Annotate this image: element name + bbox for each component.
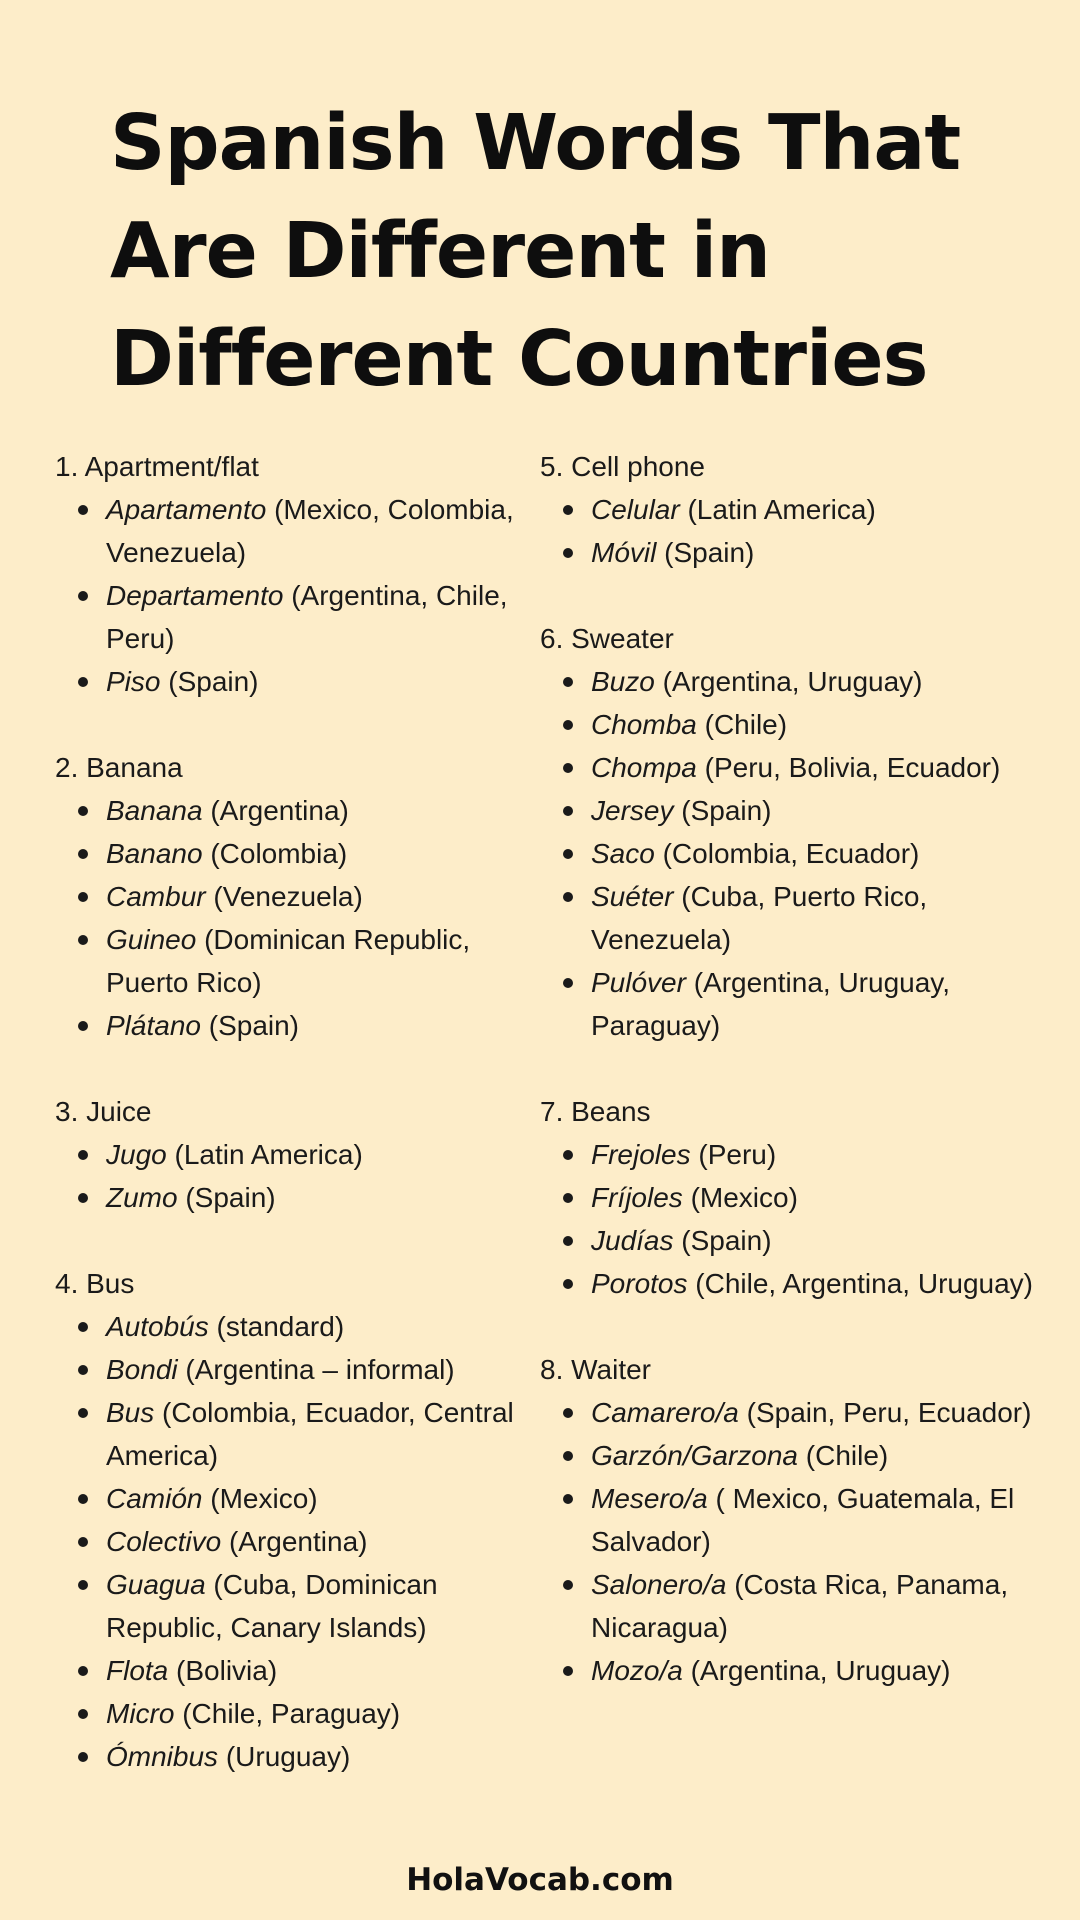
region-note: (Chile) <box>696 709 788 740</box>
page-title: Spanish Words That Are Different in Different Countries <box>110 99 961 404</box>
list-item <box>540 789 1040 832</box>
section-heading: 8. Waiter <box>540 1354 651 1385</box>
region-note: (standard) <box>208 1311 345 1342</box>
right-column <box>540 445 1040 1735</box>
list-item <box>55 1563 515 1649</box>
bullet-icon <box>78 1021 88 1031</box>
spanish-word: Salonero/a <box>591 1569 727 1600</box>
list-item <box>55 1391 515 1477</box>
region-note: (Argentina, Chile, Peru) <box>106 580 508 654</box>
spanish-word: Móvil <box>591 537 657 568</box>
word-list <box>55 1305 515 1778</box>
region-note: (Costa Rica, Panama, Nicaragua) <box>591 1569 1009 1643</box>
bullet-icon <box>78 1537 88 1547</box>
word-list <box>55 488 515 703</box>
region-note: (Cuba, Puerto Rico, Venezuela) <box>591 881 928 955</box>
section-heading: 7. Beans <box>540 1096 651 1127</box>
spanish-word: Fríjoles <box>591 1182 683 1213</box>
spanish-word: Celular <box>591 494 680 525</box>
section-heading: 2. Banana <box>55 752 183 783</box>
region-note: (Colombia, Ecuador) <box>654 838 920 869</box>
region-note: (Peru, Bolivia, Ecuador) <box>696 752 1001 783</box>
list-item <box>540 1563 1040 1649</box>
bullet-icon <box>563 806 573 816</box>
bullet-icon <box>563 505 573 515</box>
word-list <box>540 488 1040 574</box>
spanish-word: Garzón/Garzona <box>591 1440 798 1471</box>
spanish-word: Flota <box>106 1655 169 1686</box>
list-item <box>55 918 515 1004</box>
spanish-word: Chompa <box>591 752 697 783</box>
list-item <box>540 1477 1040 1563</box>
region-note: (Spain) <box>177 1182 276 1213</box>
vocab-section <box>540 1090 1040 1305</box>
spanish-word: Apartamento <box>106 494 267 525</box>
bullet-icon <box>78 1752 88 1762</box>
region-note: (Mexico, Colombia, Venezuela) <box>106 494 514 568</box>
region-note: ( Mexico, Guatemala, El Salvador) <box>591 1483 1015 1557</box>
region-note: (Chile, Argentina, Uruguay) <box>687 1268 1034 1299</box>
vocab-section <box>540 617 1040 1047</box>
list-item <box>540 703 1040 746</box>
list-item <box>55 660 515 703</box>
bullet-icon <box>78 849 88 859</box>
bullet-icon <box>563 1279 573 1289</box>
list-item <box>55 1348 515 1391</box>
spanish-word: Autobús <box>106 1311 209 1342</box>
region-note: (Dominican Republic, Puerto Rico) <box>106 924 471 998</box>
spanish-word: Jersey <box>591 795 674 826</box>
bullet-icon <box>78 1709 88 1719</box>
region-note: (Uruguay) <box>218 1741 351 1772</box>
region-note: (Chile, Paraguay) <box>174 1698 401 1729</box>
region-note: (Argentina, Uruguay) <box>682 1655 951 1686</box>
vocab-section <box>55 445 515 703</box>
list-item <box>540 746 1040 789</box>
list-item <box>540 1262 1040 1305</box>
region-note: (Mexico) <box>682 1182 798 1213</box>
spanish-word: Piso <box>106 666 161 697</box>
list-item <box>540 1133 1040 1176</box>
bullet-icon <box>78 892 88 902</box>
bullet-icon <box>563 1236 573 1246</box>
spanish-word: Micro <box>106 1698 175 1729</box>
region-note: (Argentina – informal) <box>177 1354 455 1385</box>
word-list <box>55 789 515 1047</box>
spanish-word: Chomba <box>591 709 697 740</box>
left-column <box>55 445 515 1821</box>
region-note: (Argentina, Uruguay, Paraguay) <box>591 967 950 1041</box>
bullet-icon <box>563 1494 573 1504</box>
bullet-icon <box>563 1451 573 1461</box>
list-item <box>55 1520 515 1563</box>
list-item <box>540 1391 1040 1434</box>
region-note: (Latin America) <box>679 494 876 525</box>
spanish-word: Banana <box>106 795 203 826</box>
region-note: (Chile) <box>798 1440 889 1471</box>
region-note: (Cuba, Dominican Republic, Canary Islands) <box>106 1569 438 1643</box>
spanish-word: Banano <box>106 838 203 869</box>
bullet-icon <box>563 1150 573 1160</box>
region-note: (Colombia) <box>202 838 348 869</box>
spanish-word: Judías <box>591 1225 674 1256</box>
spanish-word: Guagua <box>106 1569 206 1600</box>
vocab-section <box>540 1348 1040 1692</box>
spanish-word: Bondi <box>106 1354 178 1385</box>
bullet-icon <box>563 978 573 988</box>
list-item <box>540 1176 1040 1219</box>
bullet-icon <box>563 1580 573 1590</box>
bullet-icon <box>563 548 573 558</box>
spanish-word: Buzo <box>591 666 655 697</box>
bullet-icon <box>78 1150 88 1160</box>
list-item <box>55 1176 515 1219</box>
list-item <box>55 1692 515 1735</box>
bullet-icon <box>563 677 573 687</box>
region-note: (Peru) <box>690 1139 777 1170</box>
bullet-icon <box>78 806 88 816</box>
list-item <box>55 875 515 918</box>
spanish-word: Ómnibus <box>106 1741 219 1772</box>
word-list <box>55 1133 515 1219</box>
region-note: (Spain) <box>160 666 259 697</box>
bullet-icon <box>78 1666 88 1676</box>
spanish-word: Bus <box>106 1397 155 1428</box>
spanish-word: Departamento <box>106 580 284 611</box>
spanish-word: Colectivo <box>106 1526 222 1557</box>
region-note: (Bolivia) <box>168 1655 278 1686</box>
section-heading: 6. Sweater <box>540 623 674 654</box>
bullet-icon <box>563 720 573 730</box>
spanish-word: Pulóver <box>591 967 686 998</box>
list-item <box>55 1305 515 1348</box>
region-note: (Spain, Peru, Ecuador) <box>738 1397 1032 1428</box>
list-item <box>540 1434 1040 1477</box>
list-item <box>55 789 515 832</box>
list-item <box>55 488 515 574</box>
region-note: (Spain) <box>656 537 755 568</box>
spanish-word: Mesero/a <box>591 1483 708 1514</box>
list-item <box>55 574 515 660</box>
list-item <box>55 832 515 875</box>
region-note: (Spain) <box>200 1010 300 1041</box>
spanish-word: Camarero/a <box>591 1397 739 1428</box>
region-note: (Latin America) <box>166 1139 363 1170</box>
list-item <box>55 1649 515 1692</box>
word-list <box>540 1133 1040 1305</box>
list-item <box>540 660 1040 703</box>
word-list <box>540 1391 1040 1692</box>
list-item <box>55 1477 515 1520</box>
list-item <box>55 1004 515 1047</box>
list-item <box>540 1219 1040 1262</box>
region-note: (Venezuela) <box>205 881 363 912</box>
section-heading: 5. Cell phone <box>540 451 706 482</box>
region-note: (Mexico) <box>202 1483 318 1514</box>
bullet-icon <box>78 1580 88 1590</box>
word-list <box>540 660 1040 1047</box>
spanish-word: Porotos <box>591 1268 688 1299</box>
spanish-word: Plátano <box>106 1010 201 1041</box>
bullet-icon <box>563 849 573 859</box>
spanish-word: Saco <box>591 838 655 869</box>
bullet-icon <box>78 591 88 601</box>
vocab-section <box>55 746 515 1047</box>
spanish-word: Camión <box>106 1483 203 1514</box>
region-note: (Colombia, Ecuador, Central America) <box>106 1397 514 1471</box>
spanish-word: Suéter <box>591 881 674 912</box>
bullet-icon <box>563 763 573 773</box>
bullet-icon <box>78 1193 88 1203</box>
region-note: (Argentina, Uruguay) <box>654 666 923 697</box>
section-heading: 1. Apartment/flat <box>55 451 259 482</box>
list-item <box>540 1649 1040 1692</box>
spanish-word: Cambur <box>106 881 206 912</box>
list-item <box>540 488 1040 531</box>
spanish-word: Guineo <box>106 924 197 955</box>
list-item <box>540 832 1040 875</box>
bullet-icon <box>78 1322 88 1332</box>
list-item <box>55 1133 515 1176</box>
bullet-icon <box>563 892 573 902</box>
list-item <box>55 1735 515 1778</box>
bullet-icon <box>78 1408 88 1418</box>
bullet-icon <box>563 1666 573 1676</box>
bullet-icon <box>78 1494 88 1504</box>
bullet-icon <box>78 935 88 945</box>
spanish-word: Jugo <box>106 1139 167 1170</box>
spanish-word: Frejoles <box>591 1139 691 1170</box>
region-note: (Argentina) <box>202 795 349 826</box>
vocab-section <box>540 445 1040 574</box>
list-item <box>540 961 1040 1047</box>
bullet-icon <box>563 1193 573 1203</box>
site-url: HolaVocab.com <box>406 1862 674 1898</box>
bullet-icon <box>563 1408 573 1418</box>
bullet-icon <box>78 505 88 515</box>
vocab-section <box>55 1262 515 1778</box>
section-heading: 3. Juice <box>55 1096 152 1127</box>
region-note: (Spain) <box>673 1225 772 1256</box>
region-note: (Spain) <box>673 795 772 826</box>
region-note: (Argentina) <box>221 1526 368 1557</box>
bullet-icon <box>78 677 88 687</box>
list-item <box>540 875 1040 961</box>
vocab-section <box>55 1090 515 1219</box>
spanish-word: Mozo/a <box>591 1655 683 1686</box>
spanish-word: Zumo <box>106 1182 178 1213</box>
section-heading: 4. Bus <box>55 1268 135 1299</box>
bullet-icon <box>78 1365 88 1375</box>
list-item <box>540 531 1040 574</box>
